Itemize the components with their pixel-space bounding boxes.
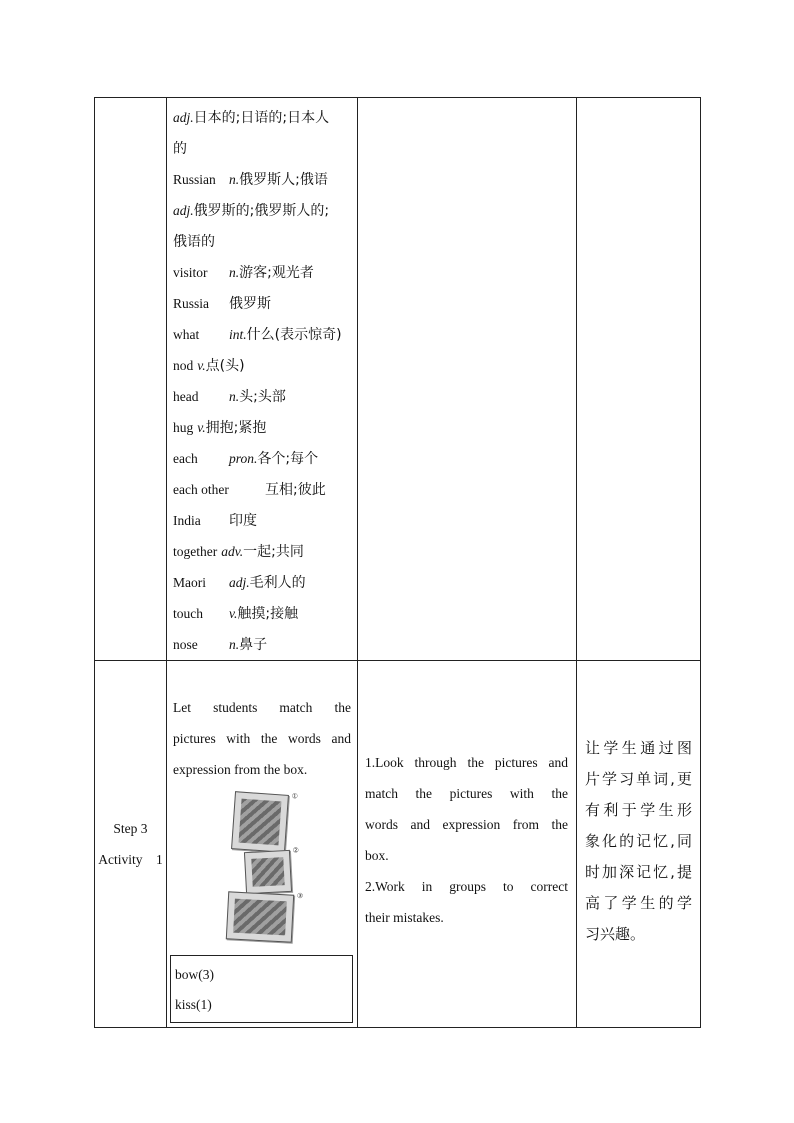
vocabulary-word: India: [173, 513, 201, 528]
vocabulary-word: each: [173, 451, 198, 466]
step-cell: [95, 661, 167, 1028]
chinese-meaning: 头;头部: [239, 389, 286, 405]
activity-cell: [167, 661, 358, 1028]
vocabulary-word: Russian: [173, 172, 216, 187]
procedure-line: match the pictures with the: [365, 786, 568, 801]
part-of-speech: adj.: [173, 110, 194, 125]
lesson-plan-table: [94, 97, 701, 1028]
photo-handshake: [244, 846, 300, 894]
vocabulary-word: together: [173, 544, 218, 559]
chinese-meaning: 俄语的: [173, 234, 215, 250]
purpose-line: 片学习单词,更: [585, 769, 692, 788]
vocabulary-entry: [173, 102, 351, 133]
vocabulary-word: nod: [173, 358, 194, 373]
vocabulary-entry: [173, 598, 351, 629]
greeting-photos: [167, 793, 357, 949]
word-box-item: bow(3): [175, 967, 214, 982]
photo-number: ③: [296, 891, 304, 901]
vocabulary-entry: [173, 288, 351, 319]
vocabulary-entry: [173, 474, 351, 505]
vocabulary-word: head: [173, 389, 199, 404]
part-of-speech: v.: [229, 606, 238, 621]
part-of-speech: n.: [229, 172, 240, 187]
vocabulary-word: Russia: [173, 296, 210, 311]
procedure-line: box.: [365, 848, 389, 863]
procedure-cell-empty: [358, 98, 577, 661]
chinese-meaning: 毛利人的: [249, 575, 306, 591]
step-label: Step 3: [113, 821, 148, 836]
purpose-line: 让学生通过图: [585, 738, 692, 757]
chinese-meaning: 游客;观光者: [239, 265, 314, 281]
part-of-speech: adv.: [221, 544, 244, 559]
vocabulary-entry: [173, 567, 351, 598]
activity-line: pictures with the words and: [173, 731, 351, 746]
part-of-speech: n.: [229, 389, 240, 404]
procedure-cell: [358, 661, 577, 1028]
photo-number: ②: [292, 846, 300, 855]
purpose-line: 有利于学生形: [585, 800, 692, 819]
vocabulary-entry: [173, 164, 351, 195]
word-box: [170, 955, 353, 1023]
purpose-line: 象化的记忆,同: [585, 831, 692, 850]
activity-line: expression from the box.: [173, 762, 308, 777]
photo-bow: [231, 791, 299, 853]
vocabulary-word: what: [173, 327, 200, 342]
part-of-speech: pron.: [229, 451, 258, 466]
procedure-line: words and expression from the: [365, 817, 568, 832]
vocabulary-entry: [173, 257, 351, 288]
student-procedure: [358, 747, 576, 933]
purpose-line: 高了学生的学: [585, 893, 692, 912]
vocabulary-entry: [173, 505, 351, 536]
vocabulary-entry: [173, 381, 351, 412]
vocabulary-row: [95, 98, 701, 661]
procedure-line: 1.Look through the pictures and: [365, 755, 568, 770]
procedure-line: 2.Work in groups to correct: [365, 879, 568, 894]
part-of-speech: adj.: [229, 575, 250, 590]
vocabulary-entry: [173, 350, 351, 381]
chinese-meaning: 印度: [229, 513, 257, 529]
vocabulary-word: hug: [173, 420, 194, 435]
chinese-meaning: 鼻子: [239, 637, 268, 653]
photo-number: ①: [291, 792, 299, 801]
vocabulary-word: visitor: [173, 265, 208, 280]
chinese-meaning: 触摸;接触: [237, 606, 299, 622]
vocabulary-entry: [173, 629, 351, 660]
step-cell-empty: [95, 98, 167, 661]
vocabulary-entry: [173, 412, 351, 443]
activity-description: [167, 661, 357, 785]
procedure-line: their mistakes.: [365, 910, 444, 925]
chinese-meaning: 点(头): [205, 358, 245, 374]
photo-kiss: [226, 891, 304, 942]
activity-label: Activity 1: [98, 852, 163, 867]
part-of-speech: n.: [229, 637, 240, 652]
vocabulary-word: touch: [173, 606, 203, 621]
vocabulary-word: Maori: [173, 575, 206, 590]
word-box-item: kiss(1): [175, 997, 212, 1012]
design-purpose: [577, 733, 700, 950]
vocabulary-word: each other: [173, 482, 229, 497]
activity-line: Let students match the: [173, 700, 351, 715]
part-of-speech: v.: [197, 420, 206, 435]
activity-row: [95, 661, 701, 1028]
purpose-cell: [577, 661, 701, 1028]
part-of-speech: n.: [229, 265, 240, 280]
purpose-line: 时加深记忆,提: [585, 862, 692, 881]
chinese-meaning: 一起;共同: [243, 544, 304, 560]
vocabulary-entry: [173, 319, 351, 350]
purpose-line: 习兴趣。: [585, 924, 646, 943]
chinese-meaning: 俄罗斯人;俄语: [239, 172, 328, 188]
chinese-meaning: 各个;每个: [257, 451, 319, 467]
part-of-speech: int.: [229, 327, 247, 342]
purpose-cell-empty: [577, 98, 701, 661]
chinese-meaning: 互相;彼此: [265, 482, 326, 498]
chinese-meaning: 拥抱;紧抱: [205, 420, 267, 436]
vocabulary-entry: [173, 536, 351, 567]
chinese-meaning: 俄罗斯的;俄罗斯人的;: [193, 203, 330, 219]
chinese-meaning: 的: [173, 141, 187, 157]
vocabulary-entry: [173, 133, 351, 164]
vocabulary-word: nose: [173, 637, 198, 652]
vocabulary-entry: [173, 443, 351, 474]
vocabulary-list: [167, 98, 357, 660]
chinese-meaning: 俄罗斯: [229, 296, 271, 312]
chinese-meaning: 什么(表示惊奇): [246, 327, 342, 343]
vocabulary-entry: [173, 195, 351, 226]
vocabulary-entry: [173, 226, 351, 257]
part-of-speech: v.: [197, 358, 206, 373]
vocabulary-cell: [167, 98, 358, 661]
chinese-meaning: 日本的;日语的;日本人: [193, 110, 330, 126]
part-of-speech: adj.: [173, 203, 194, 218]
